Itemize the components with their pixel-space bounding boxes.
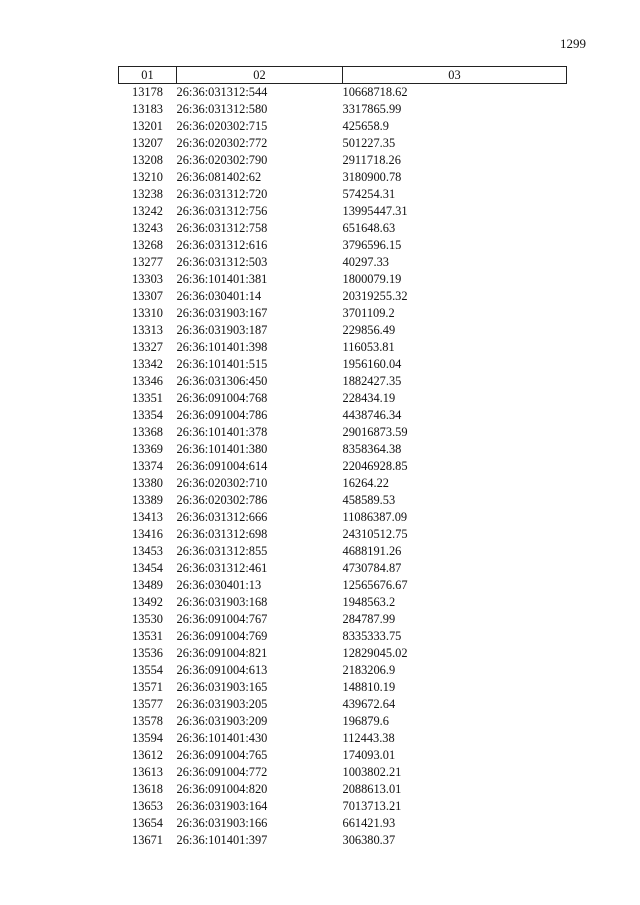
table-row [119,254,567,271]
table-row [119,611,567,628]
table-row [119,356,567,373]
cell-cadastral-number: 26:36:091004:767 [176,612,268,626]
table-row [119,679,567,696]
cell-cadastral-number: 26:36:031903:167 [176,306,268,320]
table-row [119,560,567,577]
cell-value: 3701109.2 [342,306,395,320]
cell-id: 13346 [132,374,163,388]
cell-id: 13613 [132,765,163,779]
cell-cadastral-number: 26:36:020302:790 [176,153,268,167]
cell-cadastral-number: 26:36:031312:698 [176,527,268,541]
cell-id: 13342 [132,357,163,371]
cell-cadastral-number: 26:36:031312:503 [176,255,268,269]
cell-value: 1800079.19 [342,272,402,286]
table-row [119,441,567,458]
cell-id: 13389 [132,493,163,507]
cell-value: 3796596.15 [342,238,402,252]
cell-id: 13577 [132,697,163,711]
cell-id: 13242 [132,204,163,218]
table-row [119,390,567,407]
cell-cadastral-number: 26:36:031312:461 [176,561,268,575]
table-row [119,492,567,509]
table-row [119,815,567,832]
cell-id: 13208 [132,153,163,167]
cell-value: 1956160.04 [342,357,402,371]
cell-cadastral-number: 26:36:091004:768 [176,391,268,405]
cell-cadastral-number: 26:36:101401:430 [176,731,268,745]
table-row [119,220,567,237]
column-header-03: 03 [343,67,567,84]
cell-cadastral-number: 26:36:101401:380 [176,442,268,456]
table-row [119,373,567,390]
cell-cadastral-number: 26:36:031903:187 [176,323,268,337]
cell-value: 501227.35 [342,136,396,150]
cell-cadastral-number: 26:36:101401:515 [176,357,268,371]
cell-value: 284787.99 [342,612,396,626]
table-row [119,577,567,594]
cell-cadastral-number: 26:36:091004:786 [176,408,268,422]
cell-value: 22046928.85 [342,459,408,473]
table-header-row [119,67,567,84]
table-row [119,135,567,152]
cell-cadastral-number: 26:36:031903:209 [176,714,268,728]
cell-id: 13653 [132,799,163,813]
cell-id: 13594 [132,731,163,745]
cell-cadastral-number: 26:36:030401:14 [176,289,262,303]
cell-value: 196879.6 [342,714,389,728]
cell-cadastral-number: 26:36:031903:205 [176,697,268,711]
cell-id: 13277 [132,255,163,269]
cell-id: 13351 [132,391,163,405]
cell-cadastral-number: 26:36:020302:715 [176,119,268,133]
column-header-01: 01 [119,67,177,84]
cell-id: 13207 [132,136,163,150]
cell-cadastral-number: 26:36:091004:821 [176,646,268,660]
table-body [119,84,567,850]
cell-cadastral-number: 26:36:031903:164 [176,799,268,813]
table-row [119,594,567,611]
cell-id: 13243 [132,221,163,235]
cell-id: 13612 [132,748,163,762]
table-row [119,747,567,764]
cell-id: 13571 [132,680,163,694]
cell-value: 439672.64 [342,697,396,711]
cell-value: 13995447.31 [342,204,408,218]
cell-cadastral-number: 26:36:081402:62 [176,170,262,184]
cell-id: 13368 [132,425,163,439]
cell-value: 16264.22 [342,476,389,490]
cell-id: 13578 [132,714,163,728]
table-row [119,662,567,679]
cell-id: 13671 [132,833,163,847]
cell-id: 13530 [132,612,163,626]
cell-value: 306380.37 [342,833,396,847]
cell-cadastral-number: 26:36:031312:666 [176,510,268,524]
cell-cadastral-number: 26:36:020302:772 [176,136,268,150]
cell-value: 116053.81 [342,340,395,354]
cell-cadastral-number: 26:36:031312:544 [176,85,268,99]
cell-cadastral-number: 26:36:031312:580 [176,102,268,116]
cell-value: 29016873.59 [342,425,408,439]
cell-value: 10668718.62 [342,85,408,99]
table-row [119,118,567,135]
cell-id: 13369 [132,442,163,456]
cell-value: 574254.31 [342,187,396,201]
cell-cadastral-number: 26:36:101401:398 [176,340,268,354]
table-row [119,764,567,781]
cell-id: 13492 [132,595,163,609]
cell-cadastral-number: 26:36:030401:13 [176,578,262,592]
cell-id: 13536 [132,646,163,660]
cell-id: 13268 [132,238,163,252]
page-number: 1299 [560,36,586,51]
cell-cadastral-number: 26:36:101401:397 [176,833,268,847]
cell-id: 13178 [132,85,163,99]
cell-id: 13307 [132,289,163,303]
table-header [119,67,567,84]
cell-cadastral-number: 26:36:031312:720 [176,187,268,201]
table-row [119,798,567,815]
cell-value: 12829045.02 [342,646,408,660]
cell-value: 3180900.78 [342,170,402,184]
cell-value: 2911718.26 [342,153,401,167]
cell-id: 13238 [132,187,163,201]
cell-cadastral-number: 26:36:091004:820 [176,782,268,796]
cell-value: 12565676.67 [342,578,408,592]
table-row [119,203,567,220]
cell-cadastral-number: 26:36:020302:786 [176,493,268,507]
cell-id: 13327 [132,340,163,354]
data-table [118,66,567,849]
cell-id: 13183 [132,102,163,116]
cell-value: 2183206.9 [342,663,396,677]
table-row [119,322,567,339]
table-row [119,628,567,645]
table-row [119,526,567,543]
table-row [119,288,567,305]
cell-id: 13354 [132,408,163,422]
cell-cadastral-number: 26:36:031312:756 [176,204,268,218]
cell-value: 651648.63 [342,221,396,235]
table-row [119,305,567,322]
cell-id: 13454 [132,561,163,575]
cell-id: 13453 [132,544,163,558]
cell-value: 174093.01 [342,748,396,762]
cell-value: 40297.33 [342,255,389,269]
cell-id: 13380 [132,476,163,490]
cell-cadastral-number: 26:36:101401:378 [176,425,268,439]
cell-value: 8358364.38 [342,442,402,456]
cell-id: 13303 [132,272,163,286]
cell-id: 13554 [132,663,163,677]
cell-value: 1882427.35 [342,374,402,388]
cell-value: 1003802.21 [342,765,402,779]
cell-id: 13531 [132,629,163,643]
table-row [119,713,567,730]
cell-value: 112443.38 [342,731,395,745]
cell-value: 1948563.2 [342,595,396,609]
cell-value: 4688191.26 [342,544,402,558]
table-row [119,186,567,203]
table-row [119,339,567,356]
cell-cadastral-number: 26:36:031903:168 [176,595,268,609]
table-row [119,101,567,118]
cell-cadastral-number: 26:36:101401:381 [176,272,268,286]
cell-value: 148810.19 [342,680,396,694]
table-row [119,237,567,254]
cell-cadastral-number: 26:36:091004:765 [176,748,268,762]
cell-value: 24310512.75 [342,527,408,541]
cell-cadastral-number: 26:36:031312:758 [176,221,268,235]
cell-id: 13201 [132,119,163,133]
cell-id: 13489 [132,578,163,592]
table-row [119,475,567,492]
cell-value: 228434.19 [342,391,396,405]
table-row [119,696,567,713]
table-row [119,271,567,288]
cell-id: 13416 [132,527,163,541]
table-row [119,509,567,526]
table-row [119,458,567,475]
cell-cadastral-number: 26:36:031306:450 [176,374,268,388]
cell-id: 13413 [132,510,163,524]
table-row [119,424,567,441]
cell-value: 661421.93 [342,816,396,830]
cell-value: 3317865.99 [342,102,402,116]
cell-cadastral-number: 26:36:091004:614 [176,459,268,473]
cell-cadastral-number: 26:36:091004:769 [176,629,268,643]
cell-value: 8335333.75 [342,629,402,643]
table-row [119,781,567,798]
table-row [119,730,567,747]
cell-cadastral-number: 26:36:020302:710 [176,476,268,490]
cell-id: 13313 [132,323,163,337]
cell-cadastral-number: 26:36:031312:855 [176,544,268,558]
cell-cadastral-number: 26:36:031903:166 [176,816,268,830]
table-row [119,407,567,424]
table-row [119,543,567,560]
cell-cadastral-number: 26:36:091004:613 [176,663,268,677]
cell-id: 13618 [132,782,163,796]
cell-value: 4730784.87 [342,561,402,575]
cell-value: 2088613.01 [342,782,402,796]
table-row [119,169,567,186]
column-header-02: 02 [177,67,343,84]
cell-value: 11086387.09 [342,510,408,524]
cell-value: 7013713.21 [342,799,402,813]
cell-id: 13210 [132,170,163,184]
cell-value: 4438746.34 [342,408,402,422]
cell-cadastral-number: 26:36:031903:165 [176,680,268,694]
cell-value: 425658.9 [342,119,389,133]
table-row [119,152,567,169]
cell-id: 13310 [132,306,163,320]
table-row [119,84,567,102]
cell-value: 458589.53 [342,493,396,507]
cell-cadastral-number: 26:36:091004:772 [176,765,268,779]
cell-id: 13374 [132,459,163,473]
cell-value: 20319255.32 [342,289,408,303]
table-row [119,832,567,849]
cell-cadastral-number: 26:36:031312:616 [176,238,268,252]
cell-id: 13654 [132,816,163,830]
table-row [119,645,567,662]
cell-value: 229856.49 [342,323,396,337]
